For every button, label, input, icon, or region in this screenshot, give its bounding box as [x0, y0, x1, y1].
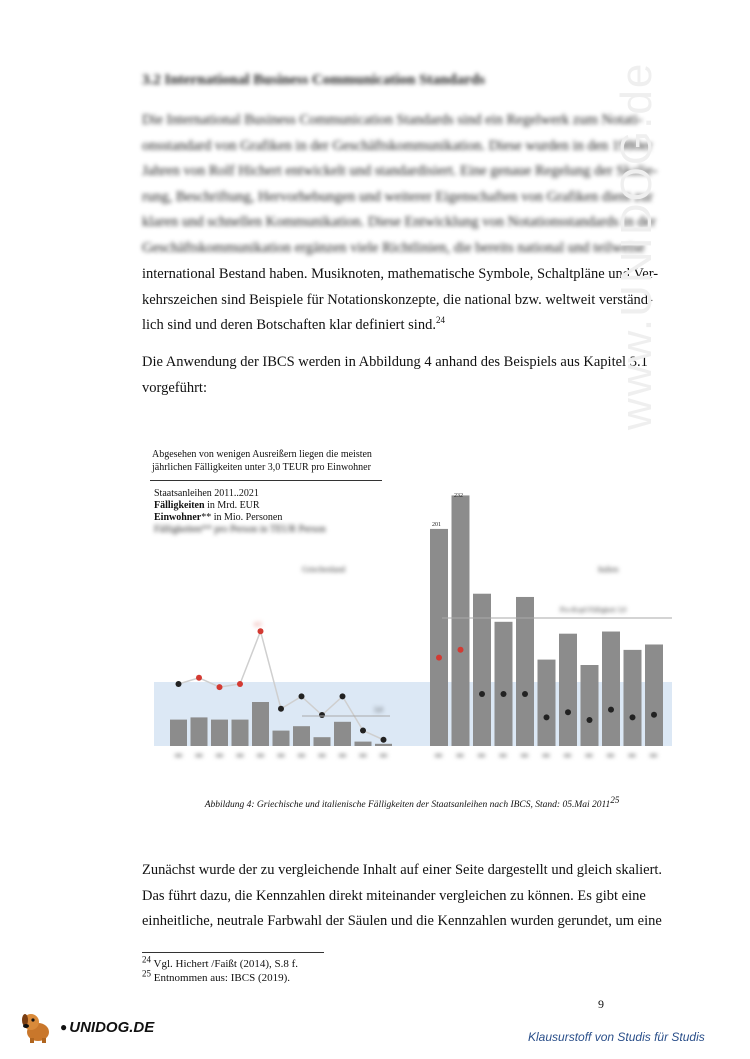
blurred-paragraph-line: rung, Beschriftung, Hervorhebungen und weiterer Eigenschaften von Grafiken dient zur	[142, 188, 653, 205]
paragraph-comparison	[142, 858, 682, 935]
italy-tick-mark	[435, 754, 442, 757]
paragraph-ibcs-application	[142, 350, 682, 401]
italy-value-label-2011: 201	[432, 522, 441, 528]
greece-tick-mark	[175, 754, 182, 757]
italy-bar	[495, 622, 513, 746]
italy-bar	[430, 529, 448, 746]
greece-dot	[237, 681, 243, 687]
figure-caption: Abbildung 4: Griechische und italienische Fälligkeiten der Staatsanleihen nach IBCS, Stand: 05.Mai 2011$^{25}$	[204, 795, 620, 811]
greece-value-label: 4,5	[254, 622, 262, 628]
blurred-paragraph-line: Geschäftskommunikation ergänzen viele Richtlinien, die bereits national und teilweise	[142, 239, 645, 256]
paragraph-line: Das führt dazu, die Kennzahlen direkt miteinander vergleichen zu können. Es gibt eine	[142, 887, 646, 904]
greece-bar	[252, 702, 269, 746]
footnote-24: $^{24}$ Vgl. Hichert /Faißt (2014), S.8 f.	[142, 954, 299, 970]
greece-dot	[278, 706, 284, 712]
greece-tick-mark	[380, 754, 387, 757]
paragraph-line: vorgeführt:	[142, 379, 207, 396]
italy-dot	[608, 707, 614, 713]
italy-dot	[651, 712, 657, 718]
section-heading: 3.2 International Business Communication Standards	[142, 72, 485, 88]
greece-label: Griechenland	[302, 565, 346, 574]
paragraph-line: kehrszeichen sind Beispiele für Notationskonzepte, die national bzw. weltweit verständ-	[142, 291, 653, 308]
greece-tick-mark	[339, 754, 346, 757]
italy-tick-mark	[650, 754, 657, 757]
italy-value-label-2012: 232	[454, 493, 463, 499]
greece-dot	[258, 628, 264, 634]
italy-bar	[473, 594, 491, 746]
greece-bar	[191, 717, 208, 746]
italy-dot	[544, 714, 550, 720]
paragraph-line: einheitliche, neutrale Farbwahl der Säulen und die Kennzahlen wurden gerundet, um eine	[142, 913, 662, 929]
watermark-text: www.UNIDOG.de	[612, 61, 661, 430]
italy-bar	[602, 632, 620, 746]
italy-dot	[630, 714, 636, 720]
logo-paw-icon: ●	[60, 1020, 68, 1034]
italy-dot	[587, 717, 593, 723]
greece-bar	[375, 744, 392, 746]
tagline: Klausurstoff von Studis für Studis	[528, 1030, 705, 1044]
italy-bar	[538, 660, 556, 746]
italy-tick-mark	[543, 754, 550, 757]
italy-tick-mark	[500, 754, 507, 757]
greece-tick-mark	[237, 754, 244, 757]
greece-dot	[299, 693, 305, 699]
figure-legend: Staatsanleihen 2011..2021 Fälligkeiten in Mrd. EUR Einwohner** in Mio. Personen Fälligkeiten** pro Person in TEUR Person	[154, 488, 326, 535]
dog-mascot-icon	[18, 1010, 56, 1044]
italy-dot	[501, 691, 507, 697]
chart-svg	[142, 440, 682, 780]
unidog-logo[interactable]	[18, 1010, 154, 1044]
greece-dot	[217, 684, 223, 690]
greece-bar	[355, 742, 372, 746]
greece-tick-mark	[360, 754, 367, 757]
greece-tick-mark	[298, 754, 305, 757]
greece-dot	[340, 693, 346, 699]
blurred-paragraph-line: klaren und schnellen Kommunikation. Diese Entwicklung von Notationsstandards in der	[142, 214, 656, 230]
italy-reference-note: Pro-Kopf-Fälligkeit 3,0	[560, 606, 627, 614]
footnote-ref-24[interactable]: 24	[435, 315, 445, 326]
italy-bar	[559, 634, 577, 746]
italy-bar	[452, 495, 470, 746]
footnote-separator	[142, 952, 324, 953]
greece-tick-mark	[278, 754, 285, 757]
greece-dot	[319, 712, 325, 718]
blurred-paragraph-line: onsstandard von Grafiken in der Geschäftskommunikation. Diese wurden in den 1980er	[142, 137, 653, 154]
figure-legend-blurred: Fälligkeiten** pro Person in TEUR Person	[154, 524, 326, 535]
italy-bar	[516, 597, 534, 746]
italy-tick-mark	[457, 754, 464, 757]
paragraph-notation-concepts	[142, 262, 682, 339]
greece-bar	[211, 720, 228, 746]
greece-dot	[176, 681, 182, 687]
blurred-paragraph-line: Die International Business Communication Standards sind ein Regelwerk zum Notati-	[142, 112, 643, 128]
greece-tick-mark	[216, 754, 223, 757]
paragraph-line: Zunächst wurde der zu vergleichende Inhalt auf einer Seite dargestellt und gleich skaliert.	[142, 862, 663, 878]
italy-tick-mark	[629, 754, 636, 757]
greece-dot	[360, 728, 366, 734]
italy-bar	[581, 665, 599, 746]
greece-bar	[170, 720, 187, 746]
page-number: 9	[598, 997, 604, 1011]
italy-dot	[458, 647, 464, 653]
paragraph-line: international Bestand haben. Musiknoten, mathematische Symbole, Schaltpläne und Ver-	[142, 266, 659, 282]
figure-title: Abgesehen von wenigen Ausreißern liegen die meisten jährlichen Fälligkeiten unter 3,0 TEUR pro Einwohner	[152, 449, 372, 473]
figure-ibcs-chart	[142, 440, 682, 780]
blurred-paragraph	[142, 108, 682, 261]
italy-dot	[479, 691, 485, 697]
greece-bar	[314, 737, 331, 746]
italy-dot	[565, 709, 571, 715]
italy-bar	[624, 650, 642, 746]
greece-bar	[273, 731, 290, 746]
greece-reference-note: 3,0	[374, 706, 383, 714]
italy-bar	[645, 644, 663, 746]
italy-tick-mark	[478, 754, 485, 757]
greece-dot	[381, 737, 387, 743]
italy-tick-mark	[586, 754, 593, 757]
paragraph-line: Die Anwendung der IBCS werden in Abbildung 4 anhand des Beispiels aus Kapitel 3.1	[142, 354, 648, 370]
greece-bar	[334, 722, 351, 746]
greece-tick-mark	[257, 754, 264, 757]
logo-text: UNIDOG.DE	[69, 1018, 155, 1036]
footnote-ref-25[interactable]: 25	[610, 795, 620, 805]
greece-tick-mark	[319, 754, 326, 757]
italy-tick-mark	[564, 754, 571, 757]
italy-label: Italien	[598, 565, 619, 574]
italy-tick-mark	[607, 754, 614, 757]
italy-dot	[522, 691, 528, 697]
italy-dot	[436, 655, 442, 661]
italy-tick-mark	[521, 754, 528, 757]
greece-bar	[232, 720, 249, 746]
blurred-paragraph-line: Jahren von Rolf Hichert entwickelt und standardisiert. Eine genaue Regelung der Skalie-	[142, 163, 658, 179]
paragraph-line: lich sind und deren Botschaften klar definiert sind.$^{24}$	[142, 315, 445, 333]
greece-dot	[196, 675, 202, 681]
greece-tick-mark	[196, 754, 203, 757]
greece-bar	[293, 726, 310, 746]
footnote-25: $^{25}$ Entnommen aus: IBCS (2019).	[142, 968, 291, 984]
